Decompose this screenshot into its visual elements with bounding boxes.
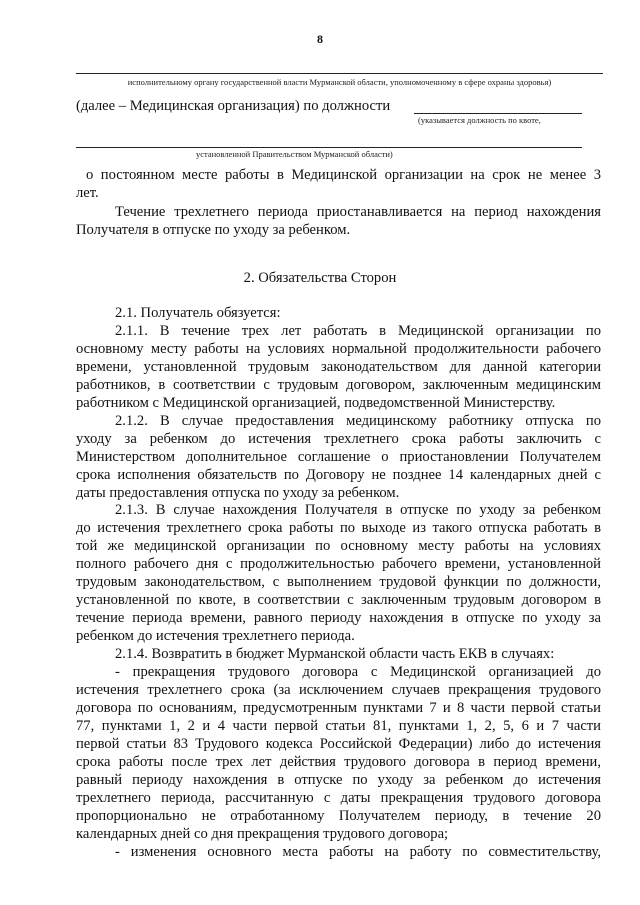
text-line: установленной по квоте, в соответствии с заключенным трудовым договором в (76, 592, 601, 608)
text-line: лет. (76, 185, 99, 201)
text-line: ребенком до истечения трехлетнего периода. (76, 628, 355, 644)
text-line: Получателя в отпуске по уходу за ребенком. (76, 222, 351, 238)
text-line: пропорционально не отработанному Получателем периоду, в течение 20 (76, 808, 601, 824)
text-line: работником с Медицинской организацией, подведомственной Министерству. (76, 395, 556, 411)
text-line: времени, установленной трудовым законодательством для данной категории (76, 359, 601, 375)
section-heading: 2. Обязательства Сторон (243, 270, 397, 286)
text-line: о постоянном месте работы в Медицинской организации на срок не менее 3 (86, 167, 601, 183)
text-line: договора по основаниям, предусмотренным пунктами 7 и 8 части первой статьи (76, 700, 601, 716)
text-line: работников, в соответствии с трудовым договором, заключенным медицинским (76, 377, 601, 393)
text-line: 2.1.3. В случае нахождения Получателя в отпуске по уходу за ребенком (115, 502, 601, 518)
text-line: 77, пунктами 1, 2 и 4 части первой статьи 81, пунктами 1, 2, 5, 6 и 7 части (76, 718, 601, 734)
text-line: течение периода времени, равного периоду нахождения в отпуске по уходу за (76, 610, 601, 626)
text-line: полного рабочего дня с продолжительностью рабочего времени, установленной (76, 556, 601, 572)
page-number: 8 (317, 32, 323, 46)
text-line: Министерством дополнительное соглашение о приостановлении Получателем (76, 449, 601, 465)
underline (76, 73, 603, 74)
organ-caption: исполнительному органу государственной власти Мурманской области, уполномоченному в сфере охраны здоровья) (127, 77, 552, 87)
text-line: той же медицинской организации по основному месту работы на условиях (76, 538, 601, 554)
text-line: - изменения основного места работы на работу по совместительству, (115, 844, 601, 860)
text-line: 2.1.4. Возвратить в бюджет Мурманской области часть ЕКВ в случаях: (115, 646, 555, 662)
text-line: трехлетнего периода, рассчитанную с даты прекращения трудового договора (76, 790, 601, 806)
text-line: 2.1.2. В случае предоставления медицинскому работнику отпуска по (115, 413, 601, 429)
text-line: уходу за ребенком до истечения трехлетнего срока работы заключить с (76, 431, 601, 447)
text-line: календарных дней со дня прекращения трудового договора; (76, 826, 449, 842)
text-line: трудовым законодательством, с выполнением трудовой функции по должности, (76, 574, 601, 590)
position-caption-2: установленной Правительством Мурманской области) (196, 149, 393, 159)
text-line: срока работы после трех лет действия трудового договора в период времени, (76, 754, 601, 770)
text-line: истечения трехлетнего срока (за исключением случаев прекращения трудового (76, 682, 601, 698)
underline (76, 147, 582, 148)
text-line: 2.1. Получатель обязуется: (115, 305, 281, 321)
position-blank (414, 113, 582, 114)
position-caption-1: (указывается должность по квоте, (418, 115, 541, 125)
text-line: первой статьи 83 Трудового кодекса Российской Федерации) либо до истечения (76, 736, 601, 752)
text-line: 2.1.1. В течение трех лет работать в Медицинской организации по (115, 323, 601, 339)
text-line: Течение трехлетнего периода приостанавливается на период нахождения (115, 204, 601, 220)
text-line: даты предоставления отпуска по уходу за ребенком. (76, 485, 400, 501)
text-line: равный периоду нахождения в отпуске по уходу за ребенком до истечения (76, 772, 601, 788)
org-line: (далее – Медицинская организация) по должности (76, 98, 391, 114)
text-line: - прекращения трудового договора с Медицинской организацией до (115, 664, 601, 680)
text-line: до истечения трехлетнего срока работы по выходе из такого отпуска работать в (76, 520, 601, 536)
text-line: срока исполнения обязательств по Договору не позднее 14 календарных дней с (76, 467, 601, 483)
text-line: основному месту работы на условиях нормальной продолжительности рабочего (76, 341, 601, 357)
